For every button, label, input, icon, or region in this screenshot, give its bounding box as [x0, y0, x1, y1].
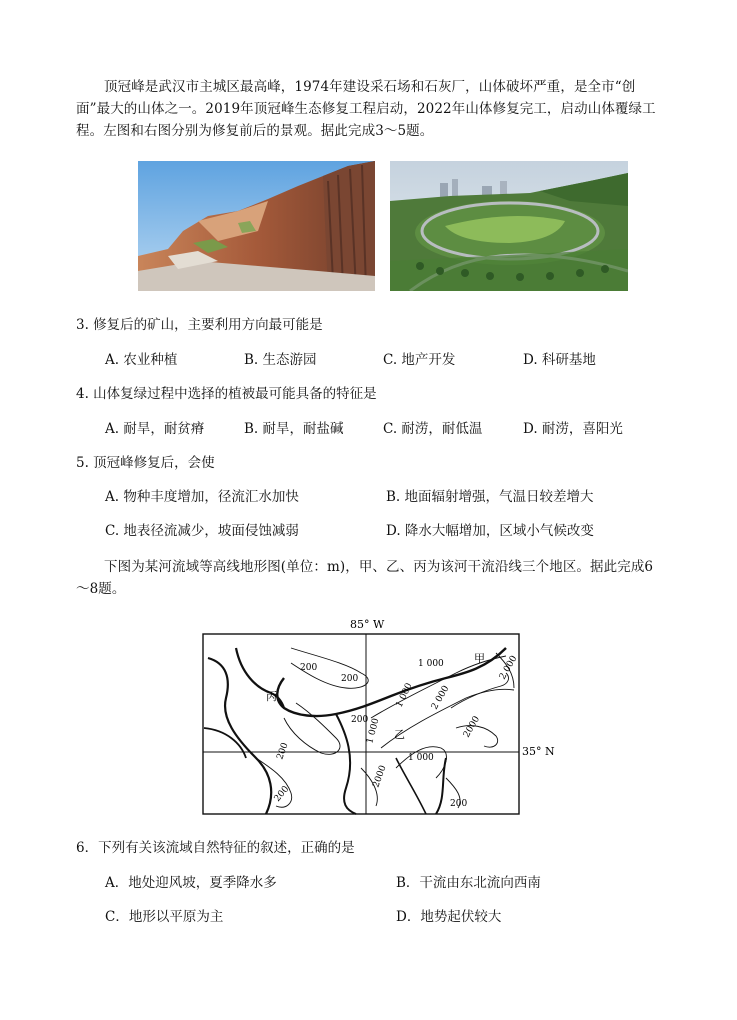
q5-option-a: A. 物种丰度增加，径流汇水加快	[105, 489, 299, 505]
latitude-label: 35° N	[522, 745, 555, 758]
q6-option-a: A．地处迎风坡，夏季降水多	[105, 875, 277, 891]
contour-label: 200	[341, 674, 359, 684]
contour-map	[196, 618, 566, 828]
contour-label: 2000	[371, 764, 389, 790]
contour-label: 2 000	[429, 684, 452, 712]
contour-label: 200	[450, 799, 468, 809]
place-bing: 丙	[266, 690, 277, 703]
contour-label: 200	[351, 715, 369, 725]
tributary	[204, 728, 246, 758]
place-yi: 乙	[394, 728, 405, 741]
quarry-before-photo	[138, 161, 375, 291]
tributary	[336, 714, 356, 814]
q4-option-a: A. 耐旱，耐贫瘠	[105, 421, 205, 437]
passage-intro-3-5: 顶冠峰是武汉市主城区最高峰，1974年建设采石场和石灰厂，山体破坏严重，是全市“创面”最大的山体之一。2019年顶冠峰生态修复工程启动，2022年山体修复完工，启动山体覆绿工程。左图和右图分别为修复前后的景观。据此完成3～5题。	[76, 79, 656, 139]
q6-option-d: D．地势起伏较大	[396, 909, 502, 925]
question-3-stem: 3. 修复后的矿山，主要利用方向最可能是	[76, 317, 323, 333]
q3-option-a: A. 农业种植	[105, 352, 178, 368]
q5-option-c: C. 地表径流减少，坡面侵蚀减弱	[105, 523, 299, 539]
contour-2000	[456, 726, 498, 748]
q4-option-b: B. 耐旱，耐盐碱	[244, 421, 344, 437]
q3-option-d: D. 科研基地	[523, 352, 596, 368]
q5-option-d: D. 降水大幅增加，区域小气候改变	[386, 523, 594, 539]
contour-label: 1 000	[394, 681, 415, 710]
park-after-photo	[390, 161, 628, 291]
q6-option-c: C．地形以平原为主	[105, 909, 224, 925]
contour-label: 1 000	[408, 753, 434, 763]
q5-option-b: B. 地面辐射增强，气温日较差增大	[386, 489, 594, 505]
tributary	[208, 658, 271, 814]
contour-label: 2 000	[497, 654, 520, 682]
contour-200	[284, 703, 340, 754]
contour-label: 200	[300, 663, 318, 673]
contour-label: 1 000	[365, 717, 382, 745]
contour-label: 200	[272, 784, 292, 804]
q4-option-d: D. 耐涝，喜阳光	[523, 421, 623, 437]
q3-option-c: C. 地产开发	[383, 352, 456, 368]
q6-option-b: B．干流由东北流向西南	[396, 875, 541, 891]
question-6-stem: 6．下列有关该流域自然特征的叙述，正确的是	[76, 840, 355, 856]
q4-option-c: C. 耐涝，耐低温	[383, 421, 483, 437]
q3-option-b: B. 生态游园	[244, 352, 317, 368]
contour-label: 200	[275, 741, 291, 762]
contour-label: 2000	[461, 714, 483, 740]
question-5-stem: 5. 顶冠峰修复后，会使	[76, 455, 215, 471]
contour-label: 1 000	[418, 659, 444, 669]
passage-intro-6-8: 下图为某河流域等高线地形图(单位：m)，甲、乙、丙为该河干流沿线三个地区。据此完成6～8题。	[76, 559, 654, 597]
longitude-label: 85° W	[350, 618, 385, 631]
question-4-stem: 4. 山体复绿过程中选择的植被最可能具备的特征是	[76, 386, 377, 402]
place-jia: 甲	[474, 652, 485, 665]
tributary	[396, 758, 426, 814]
